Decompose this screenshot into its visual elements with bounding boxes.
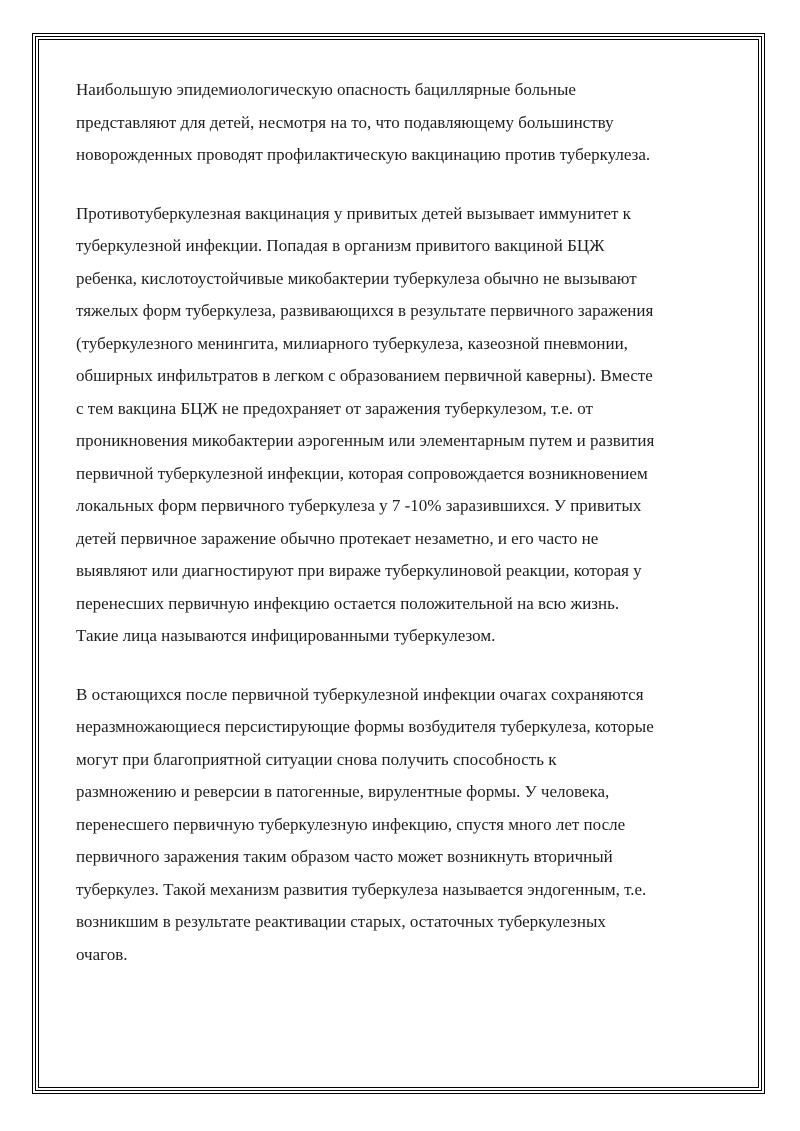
document-body <box>76 74 736 997</box>
paragraph-2: Противотуберкулезная вакцинация у привитых детей вызывает иммунитет к туберкулезной инфекции. Попадая в организм привитого вакциной БЦЖ ребенка, кислотоустойчивые микобактерии туберкулеза обычно не вызывают тяжелых форм туберкулеза, развивающихся в результате первичного заражения (туберкулезного менингита, милиарного туберкулеза, казеозной пневмонии, обширных инфильтратов в легком с образованием первичной каверны). Вместе с тем вакцина БЦЖ не предохраняет от заражения туберкулезом, т.е. от проникновения микобактерии аэрогенным или элементарным путем и развития первичной туберкулезной инфекции, которая сопровождается возникновением локальных форм первичного туберкулеза у 7 -10% заразившихся. У привитых детей первичное заражение обычно протекает незаметно, и его часто не выявляют или диагностируют при вираже туберкулиновой реакции, которая у перенесших первичную инфекцию остается положительной на всю жизнь. Такие лица называются инфицированными туберкулезом. <box>76 203 655 645</box>
paragraph-3: В остающихся после первичной туберкулезной инфекции очагах сохраняются неразмножающиеся персистирующие формы возбудителя туберкулеза, которые могут при благоприятной ситуации снова получить способность к размножению и реверсии в патогенные, вирулентные формы. У человека, перенесшего первичную туберкулезную инфекцию, спустя много лет после первичного заражения таким образом часто может возникнуть вторичный туберкулез. Такой механизм развития туберкулеза называется эндогенным, т.е. возникшим в результате реактивации старых, остаточных туберкулезных очагов. <box>76 684 654 964</box>
paragraph-1: Наибольшую эпидемиологическую опасность бациллярные больные представляют для детей, несмотря на то, что подавляющему большинству новорожденных проводят профилактическую вакцинацию против туберкулеза. <box>76 80 651 164</box>
